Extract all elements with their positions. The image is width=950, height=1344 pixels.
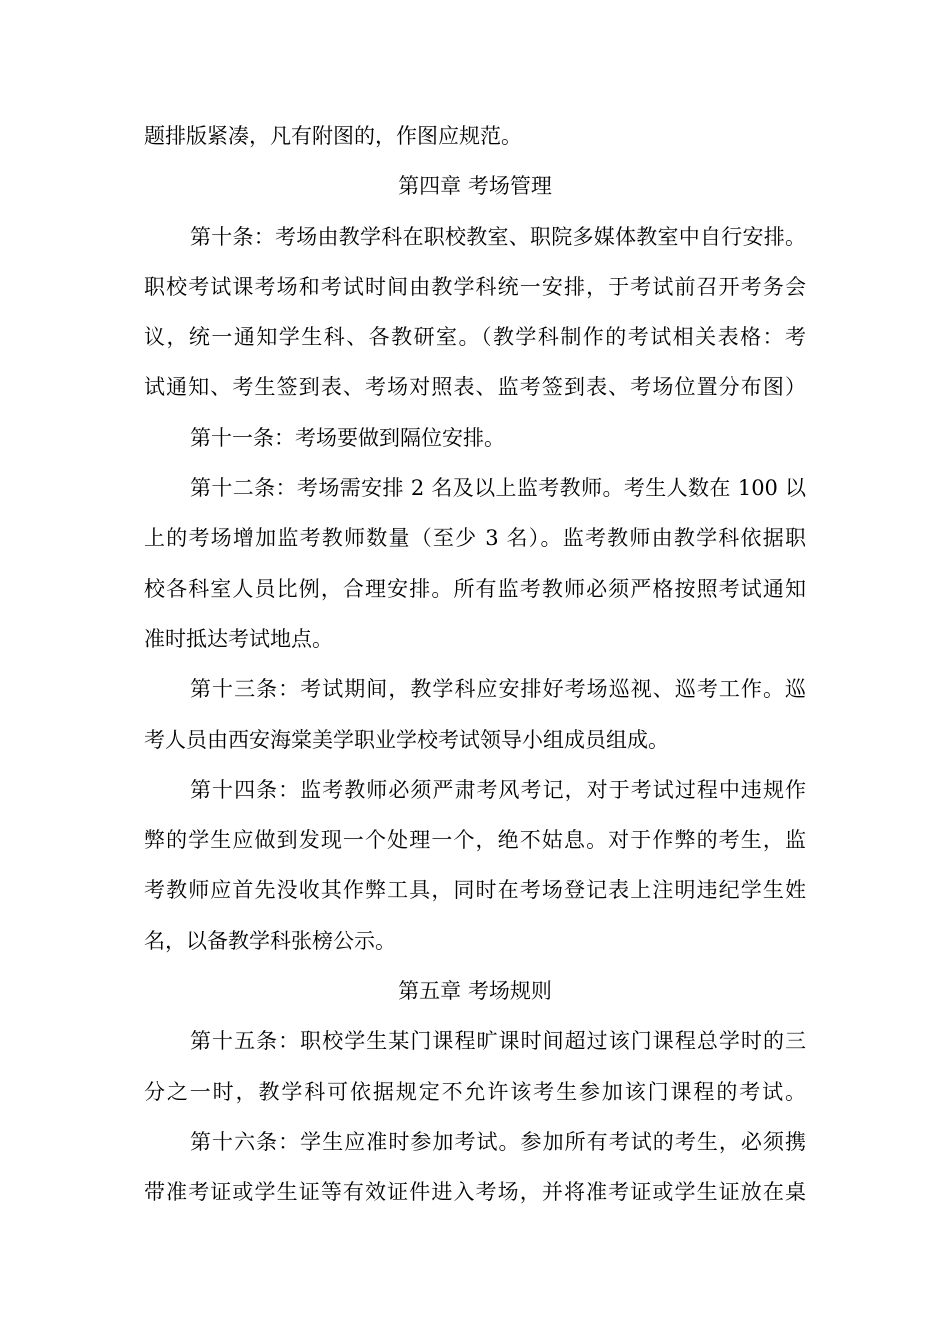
article-16-line: 第十六条：学生应准时参加考试。参加所有考试的考生，必须携: [190, 1129, 806, 1154]
text-line: 上的考场增加监考教师数量（至少 3 名）。监考教师由教学科依据职: [144, 526, 806, 551]
chapter-heading: 第四章 考场管理: [398, 174, 552, 199]
text-line: 名，以备教学科张榜公示。: [144, 928, 396, 953]
article-10-line: 第十条：考场由教学科在职校教室、职院多媒体教室中自行安排。: [190, 224, 806, 249]
chapter-heading: 第五章 考场规则: [398, 979, 552, 1004]
article-13-line: 第十三条：考试期间，教学科应安排好考场巡视、巡考工作。巡: [190, 677, 806, 702]
text-line: 校各科室人员比例，合理安排。所有监考教师必须严格按照考试通知: [144, 576, 806, 601]
text-line: 带准考证或学生证等有效证件进入考场，并将准考证或学生证放在桌: [144, 1180, 806, 1205]
text-line: 弊的学生应做到发现一个处理一个，绝不姑息。对于作弊的考生，监: [144, 828, 806, 853]
text-line: 分之一时，教学科可依据规定不允许该考生参加该门课程的考试。: [144, 1079, 806, 1104]
article-12-line: 第十二条：考场需安排 2 名及以上监考教师。考生人数在 100 以: [190, 476, 806, 501]
article-14-line: 第十四条：监考教师必须严肃考风考记，对于考试过程中违规作: [190, 777, 806, 802]
text-line: 考人员由西安海棠美学职业学校考试领导小组成员组成。: [144, 727, 669, 752]
text-line: 试通知、考生签到表、考场对照表、监考签到表、考场位置分布图）: [144, 375, 806, 400]
document-body: [144, 111, 806, 1218]
article-11-line: 第十一条：考场要做到隔位安排。: [190, 425, 505, 450]
text-line: 考教师应首先没收其作弊工具，同时在考场登记表上注明违纪学生姓: [144, 878, 806, 903]
text-line: 准时抵达考试地点。: [144, 626, 333, 651]
text-line: 议，统一通知学生科、各教研室。（教学科制作的考试相关表格：考: [144, 325, 806, 350]
text-line: 职校考试课考场和考试时间由教学科统一安排，于考试前召开考务会: [144, 274, 806, 299]
article-15-line: 第十五条：职校学生某门课程旷课时间超过该门课程总学时的三: [190, 1029, 806, 1054]
text-line: 题排版紧凑，凡有附图的，作图应规范。: [144, 124, 522, 148]
